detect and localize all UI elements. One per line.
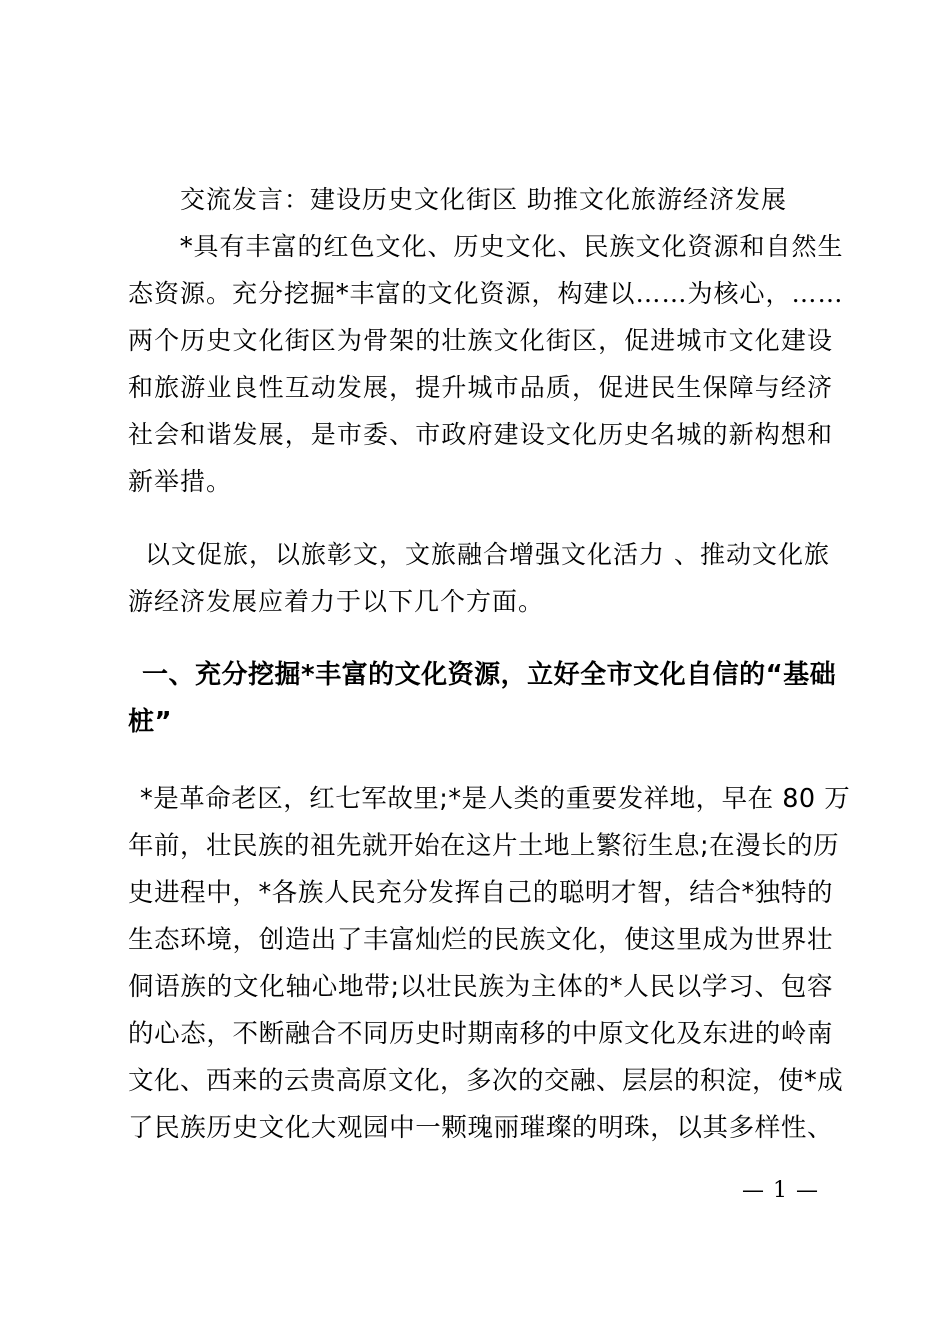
- paragraph-line: 以文促旅，以旅彰文，文旅融合增强文化活力 、推动文化旅: [145, 540, 830, 569]
- paragraph-line: 的心态，不断融合不同历史时期南移的中原文化及东进的岭南: [128, 1019, 833, 1049]
- paragraph-line: 游经济发展应着力于以下几个方面。: [128, 587, 545, 616]
- paragraph-line: 了民族历史文化大观园中一颗瑰丽璀璨的明珠，以其多样性、: [128, 1113, 833, 1143]
- heading-line: 一、充分挖掘*丰富的文化资源，立好全市文化自信的“基础: [142, 660, 837, 690]
- paragraph-line: 两个历史文化街区为骨架的壮族文化街区，促进城市文化建设: [128, 326, 833, 355]
- paragraph-line: 社会和谐发展，是市委、市政府建设文化历史名城的新构想和: [128, 420, 833, 449]
- paragraph-line: 文化、西来的云贵高原文化，多次的交融、层层的积淀，使*成: [128, 1066, 844, 1096]
- paragraph-line: *具有丰富的红色文化、历史文化、民族文化资源和自然生: [180, 232, 844, 261]
- paragraph-line: 态资源。充分挖掘*丰富的文化资源，构建以……为核心，……: [128, 279, 844, 308]
- paragraph-line: 侗语族的文化轴心地带;以壮民族为主体的*人民以学习、包容: [128, 972, 833, 1002]
- paragraph-line: *是革命老区，红七军故里;*是人类的重要发祥地，早在 80 万: [140, 784, 851, 814]
- heading-line: 桩”: [128, 707, 173, 737]
- paragraph-line: 史进程中，*各族人民充分发挥自己的聪明才智，结合*独特的: [128, 878, 833, 908]
- paragraph-line: 生态环境，创造出了丰富灿烂的民族文化，使这里成为世界壮: [128, 925, 833, 955]
- document-title: 交流发言：建设历史文化街区 助推文化旅游经济发展: [180, 185, 787, 214]
- page-number: — 1 —: [742, 1178, 819, 1203]
- paragraph-line: 年前，壮民族的祖先就开始在这片土地上繁衍生息;在漫长的历: [128, 831, 840, 861]
- paragraph-line: 新举措。: [128, 467, 233, 496]
- paragraph-line: 和旅游业良性互动发展，提升城市品质，促进民生保障与经济: [128, 373, 833, 402]
